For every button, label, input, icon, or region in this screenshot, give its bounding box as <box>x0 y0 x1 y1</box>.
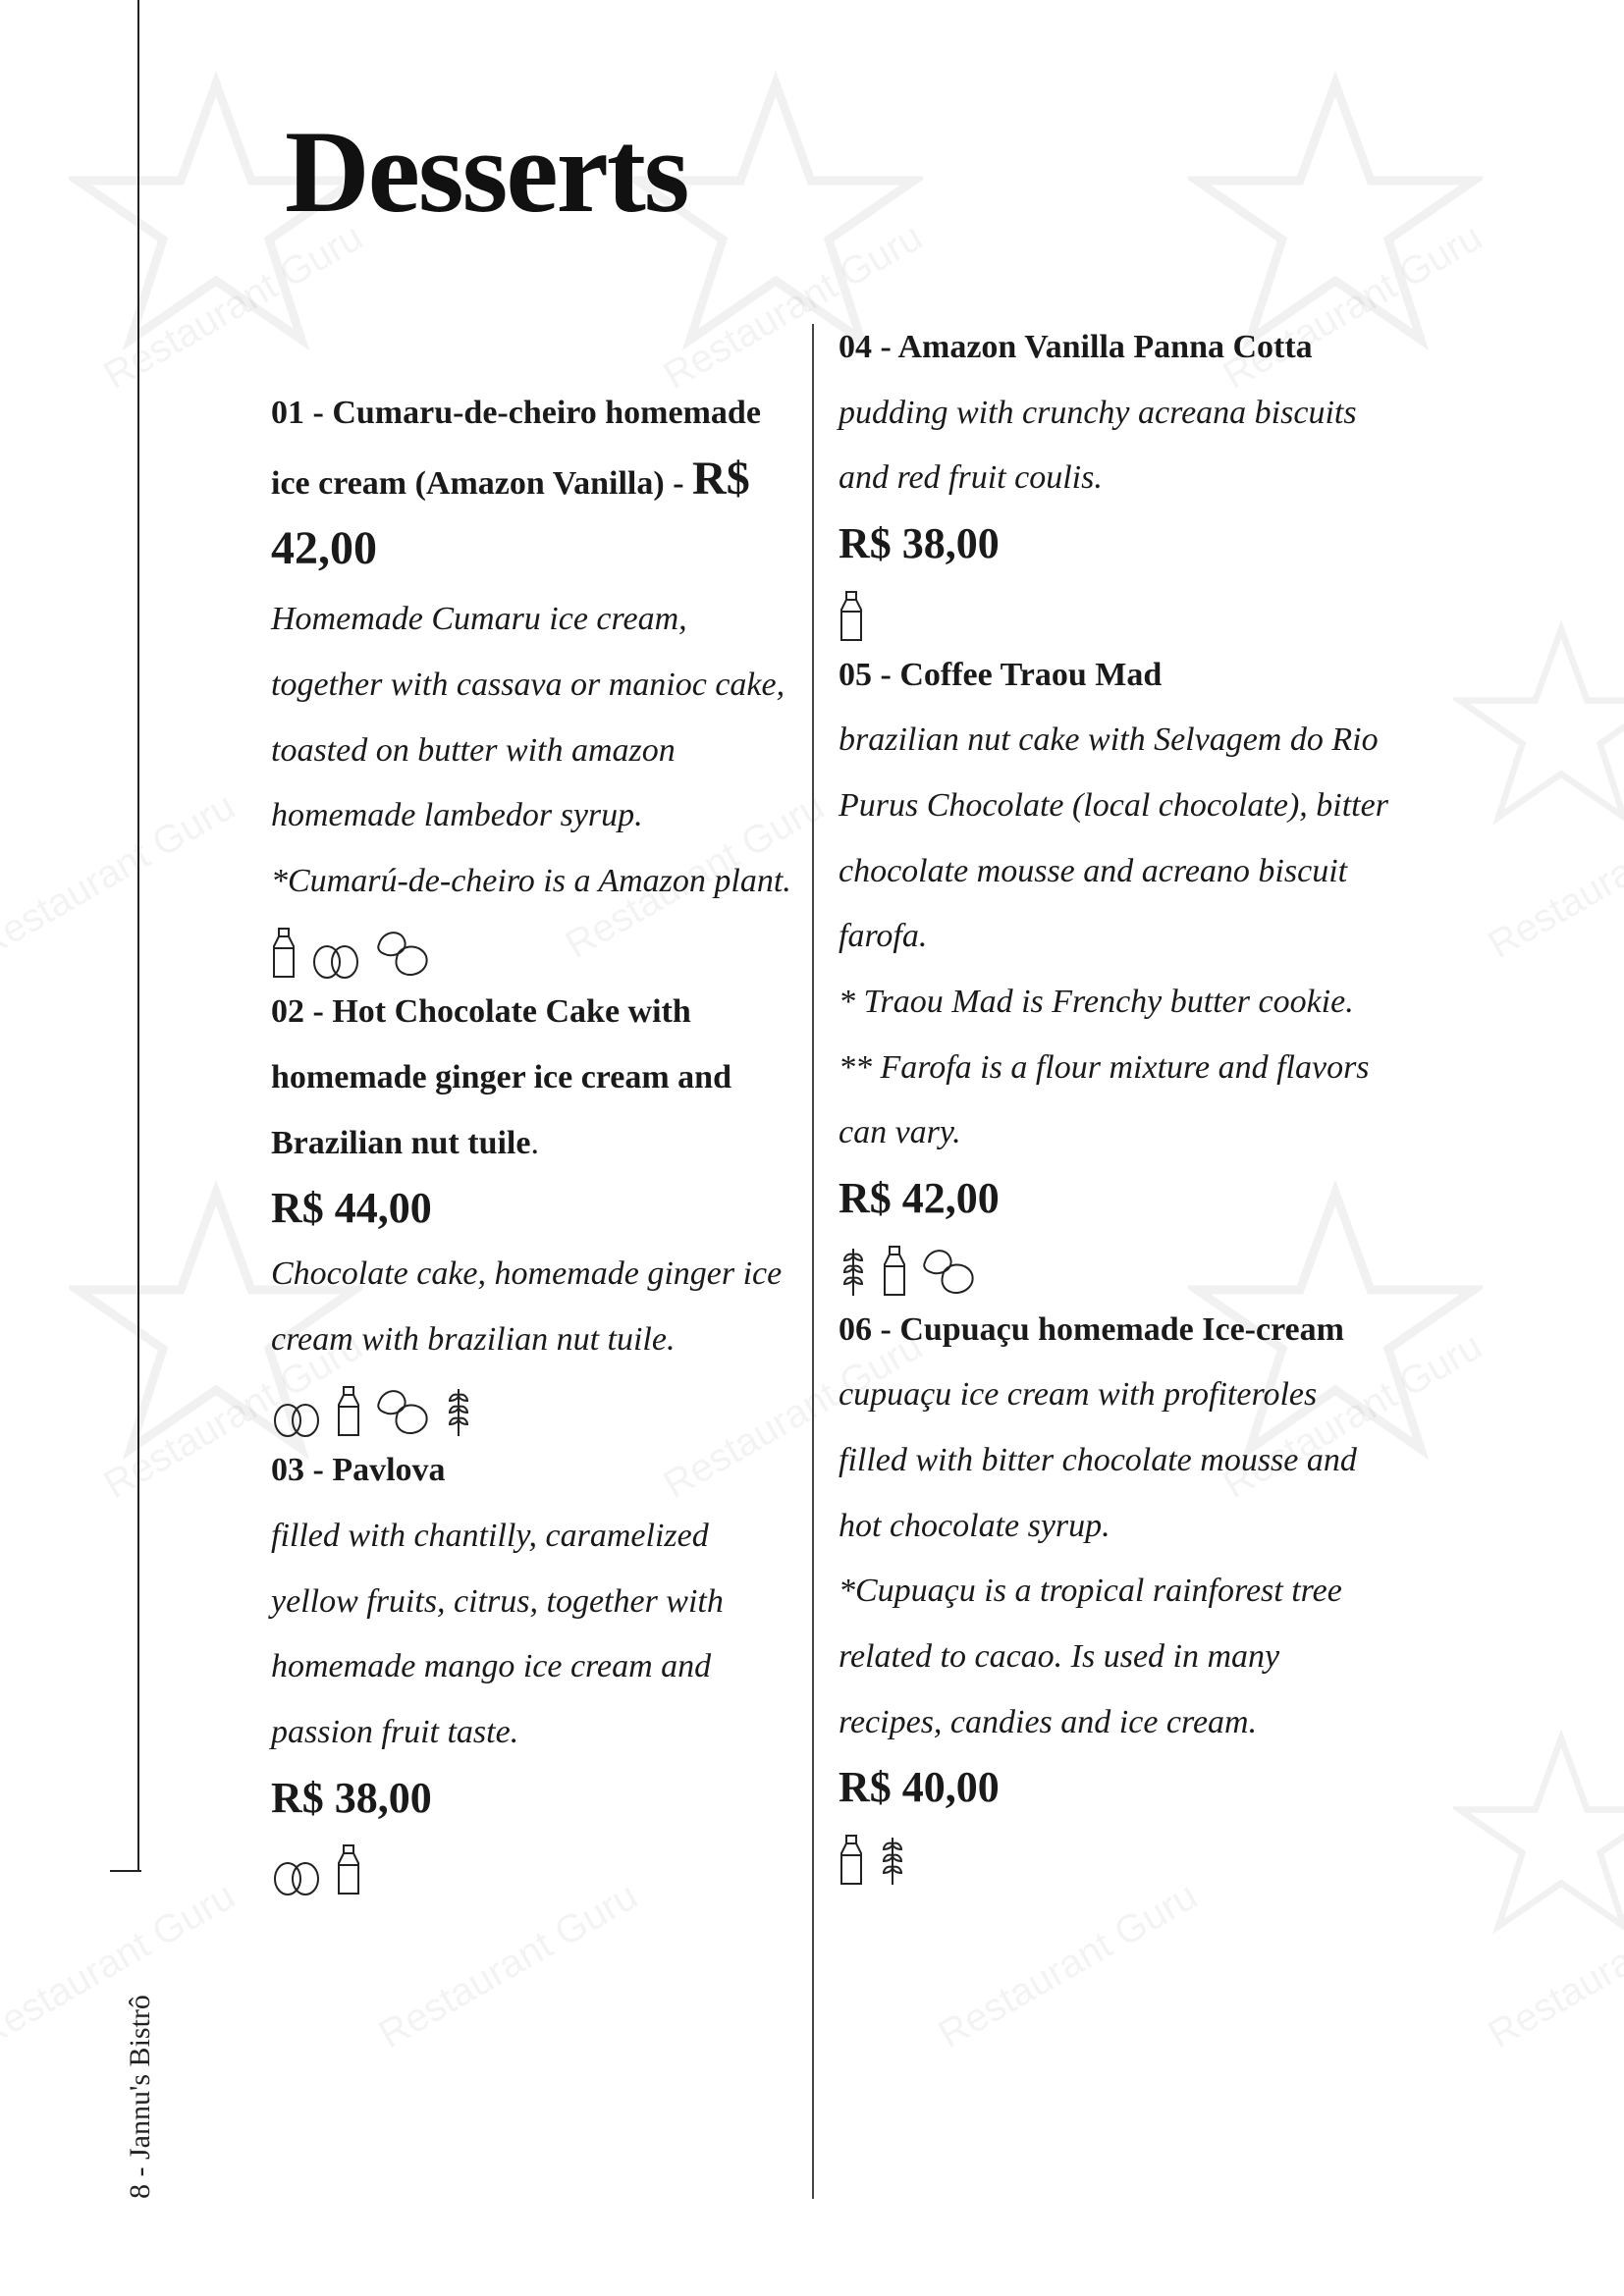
watermark <box>1482 784 1624 968</box>
item-description: cupuaçu ice cream with profiteroles filled with bitter chocolate mousse and hot chocolate syrup. <box>839 1376 1357 1544</box>
item-note: *Cupuaçu is a tropical rainforest tree related to cacao. Is used in many recipes, candies and ice cream. <box>839 1573 1342 1740</box>
item-description: brazilian nut cake with Selvagem do Rio Purus Chocolate (local chocolate), bitter chocolate mousse and acreano biscuit farofa. <box>839 721 1388 955</box>
item-title: 04 - Amazon Vanilla Panna Cotta <box>839 329 1313 365</box>
allergen-icons <box>271 1373 801 1439</box>
left-border-line <box>137 0 139 1870</box>
menu-item <box>839 643 1388 1298</box>
watermark <box>372 1874 646 2057</box>
menu-item <box>271 980 801 1438</box>
column-divider <box>812 324 814 2199</box>
item-title: 01 - Cumaru-de-cheiro homemade ice cream (Amazon Vanilla) - <box>271 395 761 502</box>
nut-icon <box>375 1385 430 1438</box>
item-title: 05 - Coffee Traou Mad <box>839 656 1163 693</box>
item-price: R$ 42,00 <box>271 452 750 575</box>
egg-icon <box>271 1399 322 1438</box>
page-title: Desserts <box>285 106 688 237</box>
milk-icon <box>271 927 297 980</box>
watermark <box>1482 1874 1624 2057</box>
menu-item <box>271 1438 801 1896</box>
item-description: pudding with crunchy acreana biscuits and red fruit coulis. <box>839 394 1357 497</box>
egg-icon <box>271 1857 322 1896</box>
item-note: ** Farofa is a flour mixture and flavors can vary. <box>839 1048 1370 1151</box>
allergen-icons <box>839 577 1388 643</box>
milk-icon <box>839 1834 864 1887</box>
item-description: Homemade Cumaru ice cream, together with cassava or manioc cake, toasted on butter with amazon homemade lambedor syrup. <box>271 601 785 834</box>
item-price: R$ 40,00 <box>839 1763 1000 1812</box>
item-title: 03 - Pavlova <box>271 1452 446 1489</box>
milk-icon <box>336 1843 361 1896</box>
menu-column-left <box>271 381 801 1896</box>
milk-icon <box>839 590 864 643</box>
nut-icon <box>375 927 430 980</box>
item-description: Chocolate cake, homemade ginger ice cream with brazilian nut tuile. <box>271 1255 783 1358</box>
allergen-icons <box>839 1232 1388 1298</box>
menu-item <box>839 315 1388 643</box>
milk-icon <box>336 1385 361 1438</box>
item-title-suffix: . <box>530 1124 539 1161</box>
wheat-icon <box>839 1245 868 1298</box>
menu-column-right <box>839 315 1388 1887</box>
page-footer-label: 8 - Jannu's Bistrô <box>124 1995 156 2199</box>
watermark <box>932 1874 1206 2057</box>
egg-icon <box>310 940 361 980</box>
watermark <box>0 784 243 968</box>
wheat-icon <box>878 1834 907 1887</box>
item-title: 06 - Cupuaçu homemade Ice-cream <box>839 1310 1344 1348</box>
watermark-logo-icon <box>1453 618 1624 834</box>
allergen-icons <box>271 915 801 981</box>
item-price: R$ 38,00 <box>839 519 1000 568</box>
allergen-icons <box>271 1831 801 1896</box>
item-price: R$ 44,00 <box>271 1184 432 1233</box>
watermark-logo-icon <box>1453 1728 1624 1944</box>
left-border-tick <box>110 1870 141 1872</box>
watermark <box>0 1874 243 2057</box>
menu-item <box>839 1298 1388 1887</box>
nut-icon <box>921 1245 976 1298</box>
item-description: filled with chantilly, caramelized yellow fruits, citrus, together with homemade mango ice cream and passion fruit taste. <box>271 1517 724 1751</box>
item-note: *Cumarú-de-cheiro is a Amazon plant. <box>271 862 791 899</box>
item-note: * Traou Mad is Frenchy butter cookie. <box>839 984 1354 1021</box>
item-title: 02 - Hot Chocolate Cake with homemade ginger ice cream and Brazilian nut tuile <box>271 993 731 1161</box>
allergen-icons <box>839 1821 1388 1887</box>
wheat-icon <box>444 1385 473 1438</box>
menu-item <box>271 381 801 980</box>
item-price: R$ 42,00 <box>839 1174 1000 1223</box>
milk-icon <box>882 1245 907 1298</box>
item-price: R$ 38,00 <box>271 1773 432 1822</box>
